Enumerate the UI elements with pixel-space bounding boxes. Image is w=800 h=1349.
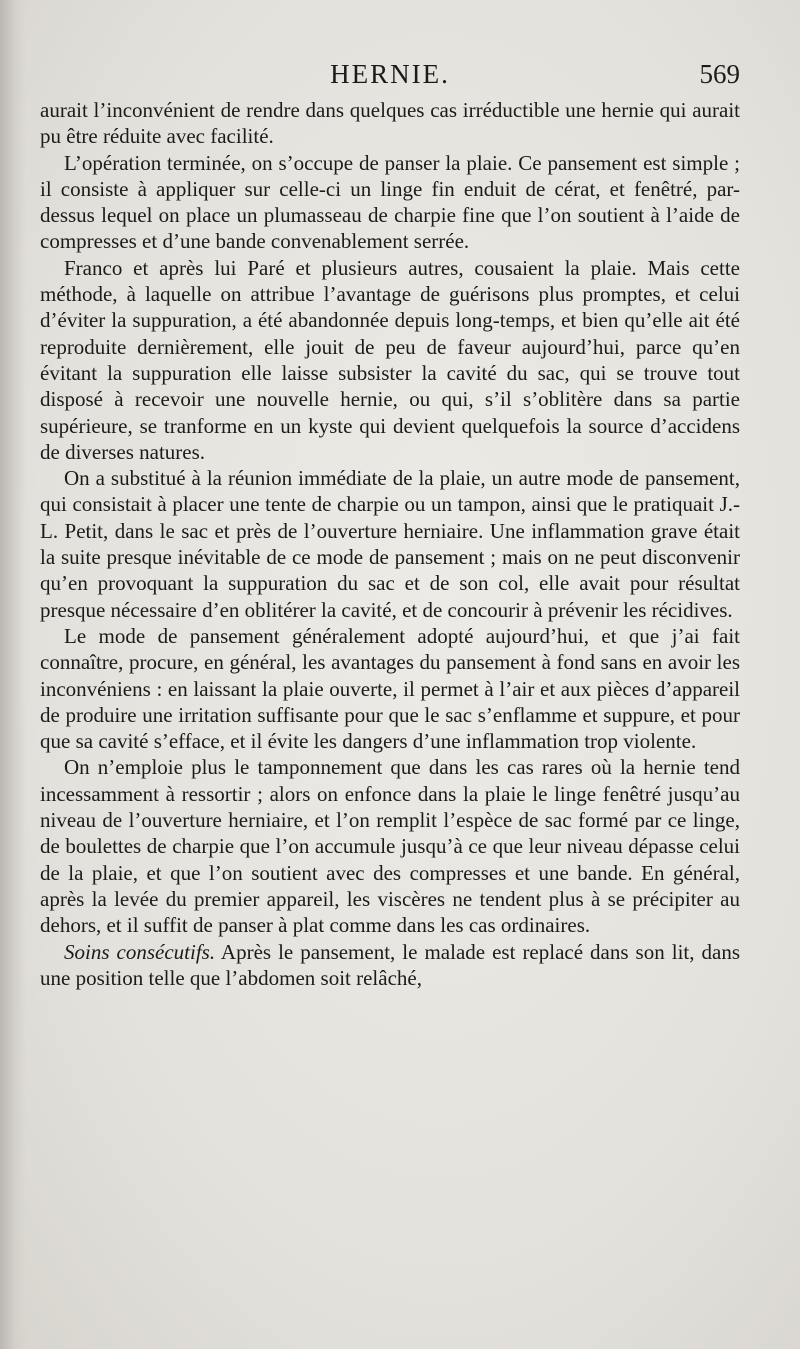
- page-number: 569: [699, 59, 740, 89]
- paragraph-continuation: [40, 97, 740, 150]
- paragraph-text: Franco et après lui Paré et plusieurs autres, cousaient la plaie. Mais cette méthode, à laquelle on attribue l’avantage de guérisons plus promptes, et celui d’éviter la suppuration, a été abandonnée depuis long-temps, et bien qu’elle ait été reproduite dernièrement, elle jouit de peu de faveur aujourd’hui, parce qu’en évitant la suppuration elle laisse subsister la cavité du sac, qui se trouve tout disposé à recevoir une nouvelle hernie, ou qui, s’il s’oblitère dans sa partie supérieure, se tranforme en un kyste qui devient quelquefois la source d’accidens de diverses natures.: [40, 255, 740, 464]
- paragraph-text: On n’emploie plus le tamponnement que dans les cas rares où la hernie tend incessamment à ressortir ; alors on enfonce dans la plaie le linge fenêtré jusqu’au niveau de l’ouverture herniaire, et l’on remplit l’espèce de sac formé par ce linge, de boulettes de charpie que l’on accumule jusqu’à ce que leur niveau dépasse celui de la plaie, et que l’on soutient avec des compresses et une bande. En général, après la levée du premier appareil, les viscères ne tendent plus à se précipiter au dehors, et il suffit de panser à plat comme dans les cas ordinaires.: [40, 755, 740, 938]
- running-title: HERNIE.: [330, 59, 450, 89]
- paragraph-text: Le mode de pansement généralement adopté aujourd’hui, et que j’ai fait connaître, procure, en général, les avantages du pansement à fond sans en avoir les inconvéniens : en laissant la plaie ouverte, il permet à l’air et aux pièces d’appareil de produire une irritation suffisante pour que le sac s’enflamme et suppure, et pour que sa cavité s’efface, et il évite les dangers d’une inflammation trop violente.: [40, 623, 740, 754]
- page-header: [40, 58, 740, 90]
- paragraph: [40, 623, 740, 754]
- page-gutter-shadow: [0, 0, 26, 1349]
- paragraph: [40, 150, 740, 255]
- paragraph-text: L’opération terminée, on s’occupe de panser la plaie. Ce pansement est simple ; il consiste à appliquer sur celle-ci un linge fin enduit de cérat, et fenêtré, par-dessus lequel on place un plumasseau de charpie fine que l’on soutient à l’aide de compresses et d’une bande convenablement serrée.: [40, 150, 740, 254]
- body-text: [40, 97, 740, 991]
- paragraph-text: aurait l’inconvénient de rendre dans quelques cas irréductible une hernie qui aurait pu être réduite avec facilité.: [40, 98, 740, 149]
- paragraph-text: On a substitué à la réunion immédiate de la plaie, un autre mode de pansement, qui consistait à placer une tente de charpie ou un tampon, ainsi que le pratiquait J.-L. Petit, dans le sac et près de l’ouverture herniaire. Une inflammation grave était la suite presque inévitable de ce mode de pansement ; mais on ne peut disconvenir qu’en provoquant la suppuration du sac et de son col, elle avait pour résultat presque nécessaire d’en oblitérer la cavité, et de concourir à prévenir les récidives.: [40, 466, 740, 622]
- paragraph: [40, 939, 740, 992]
- paragraph: [40, 465, 740, 623]
- section-lead-italic: Soins consécutifs.: [64, 939, 216, 964]
- paragraph: [40, 754, 740, 938]
- paragraph-text: Après le pansement, le malade est replacé dans son lit, dans une position telle que l’abdomen soit relâché,: [40, 939, 740, 990]
- paragraph: [40, 255, 740, 465]
